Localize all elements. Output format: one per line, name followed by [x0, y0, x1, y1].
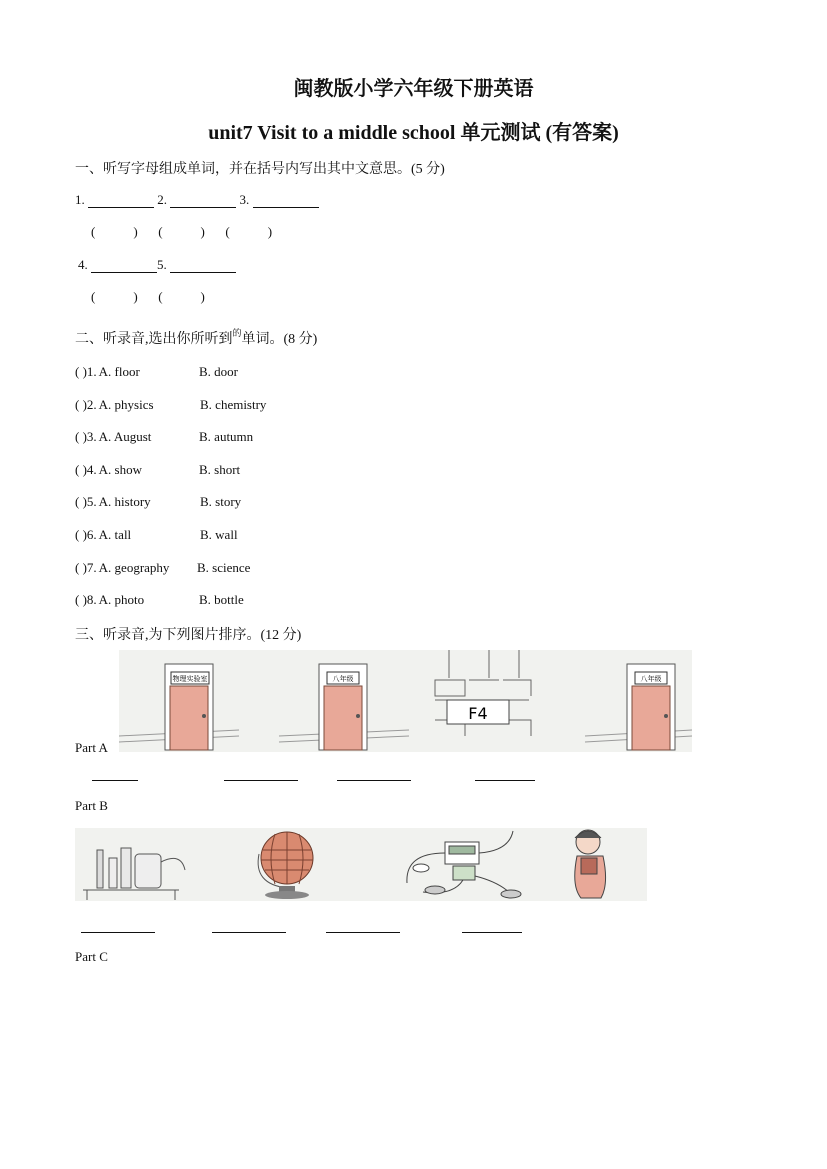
option-a[interactable]: A. floor — [98, 364, 140, 379]
answer-blank-b1[interactable] — [81, 918, 155, 933]
section2-heading: 二、听录音,选出你所听到$^的$单词。(8 分) — [75, 328, 318, 347]
dictation-num: 2. — [157, 192, 167, 207]
part-b-label: Part B — [75, 798, 108, 813]
door-picture-2 — [279, 664, 409, 750]
paren-open: ( — [91, 224, 96, 239]
dictation-blank[interactable] — [253, 193, 319, 208]
dictation-row-1 — [75, 192, 319, 208]
student-picture — [575, 830, 606, 898]
option-b[interactable]: B. story — [200, 494, 242, 510]
paren-close: ) — [200, 224, 205, 239]
paren-close: ) — [133, 289, 138, 304]
part-b-illustrations — [75, 828, 647, 901]
paren-open: ( — [158, 224, 163, 239]
paren-open: ( — [158, 289, 163, 304]
choice-row — [75, 462, 375, 478]
option-a[interactable]: A. tall — [98, 527, 132, 542]
meaning-parens-row-1 — [91, 224, 272, 240]
dictation-blank[interactable] — [170, 193, 236, 208]
door-picture-3 — [585, 664, 692, 750]
door-sign-3: 八年级 — [640, 675, 662, 683]
page-subtitle: unit7 Visit to a middle school 单元测试 (有答案) — [208, 122, 619, 144]
choice-row — [75, 560, 375, 576]
door-sign-1: 物理实验室 — [172, 675, 208, 683]
door-picture-1 — [119, 664, 239, 750]
choice-number[interactable]: ( )6. — [75, 527, 97, 542]
page-title: 闽教版小学六年级下册英语 — [293, 78, 534, 100]
answer-blank-b3[interactable] — [326, 918, 400, 933]
choice-number[interactable]: ( )7. — [75, 559, 97, 575]
superscript-char: 的 — [232, 328, 242, 338]
answer-blank-b4[interactable] — [462, 918, 522, 933]
door-sign-2: 八年级 — [332, 675, 354, 683]
answer-blank-a3[interactable] — [337, 766, 411, 781]
paren-open: ( — [91, 289, 96, 304]
answer-blank-b2[interactable] — [212, 918, 286, 933]
option-a[interactable]: A. August — [98, 429, 152, 445]
dictation-num: 1. — [75, 192, 85, 207]
option-b[interactable]: B. autumn — [199, 429, 254, 445]
choice-number[interactable]: ( )5. — [75, 494, 97, 510]
choice-row — [75, 397, 375, 413]
option-b[interactable]: B. chemistry — [200, 396, 267, 412]
picture-strip-part-b — [75, 828, 647, 901]
part-a-illustrations — [119, 650, 692, 752]
answer-blank-a4[interactable] — [475, 766, 535, 781]
dictation-num: 3. — [239, 192, 250, 207]
choice-number[interactable]: ( )2. — [75, 396, 97, 412]
dictation-num: 4. — [78, 257, 88, 272]
dictation-blank[interactable] — [88, 193, 154, 208]
answer-blank-a1[interactable] — [92, 766, 138, 781]
option-a[interactable]: A. history — [98, 494, 151, 510]
part-c-label: Part C — [75, 949, 108, 964]
globe-picture — [258, 832, 313, 899]
option-b[interactable]: B. bottle — [199, 592, 244, 608]
option-b[interactable]: B. short — [199, 461, 241, 477]
choice-row — [75, 527, 375, 543]
choice-row — [75, 429, 375, 445]
option-a[interactable]: A. photo — [98, 592, 145, 608]
dictation-blank[interactable] — [170, 258, 236, 273]
paren-close: ) — [133, 224, 138, 239]
option-a[interactable]: A. show — [98, 461, 143, 477]
paren-open: ( — [225, 224, 230, 239]
dictation-row-2 — [78, 257, 236, 273]
choice-number[interactable]: ( )8. — [75, 592, 97, 608]
section1-heading: 一、听写字母组成单词，并在括号内写出其中文意思。(5 分) — [75, 162, 445, 177]
picture-strip-part-a — [119, 650, 692, 752]
meaning-parens-row-2 — [91, 289, 205, 305]
choice-row — [75, 494, 375, 510]
paren-close: ) — [267, 224, 273, 239]
choice-number[interactable]: ( )1. — [75, 364, 97, 379]
choice-row — [75, 592, 375, 608]
paren-close: ) — [200, 289, 205, 304]
option-a[interactable]: A. physics — [98, 396, 154, 412]
brick-wall-picture — [435, 650, 531, 736]
dictation-num: 5. — [157, 257, 167, 272]
option-b[interactable]: B. wall — [200, 527, 238, 542]
section3-heading: 三、听录音,为下列图片排序。(12 分) — [75, 628, 302, 643]
option-b[interactable]: B. science — [197, 559, 251, 575]
circuit-picture — [407, 831, 521, 898]
option-b[interactable]: B. door — [199, 364, 238, 379]
choice-number[interactable]: ( )4. — [75, 461, 97, 477]
choice-number[interactable]: ( )3. — [75, 429, 97, 445]
lab-equipment-picture — [83, 848, 185, 900]
choice-row — [75, 364, 375, 380]
option-a[interactable]: A. geography — [98, 559, 170, 575]
part-a-label: Part A — [75, 740, 108, 755]
floor-sign: F4 — [468, 704, 488, 723]
dictation-blank[interactable] — [91, 258, 157, 273]
answer-blank-a2[interactable] — [224, 766, 298, 781]
